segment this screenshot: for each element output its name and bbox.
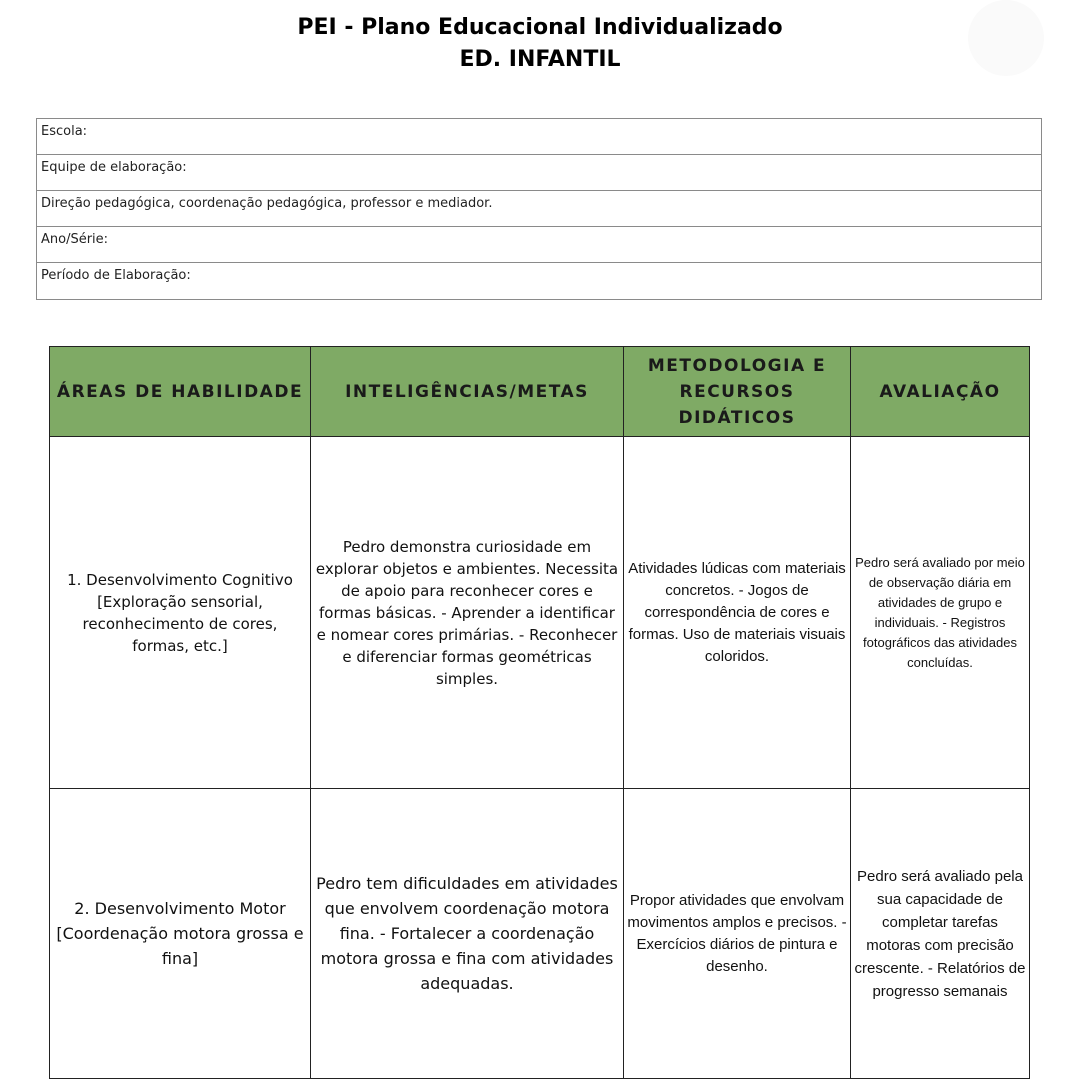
cell-metodologia: Atividades lúdicas com materiais concretos. - Jogos de correspondência de cores e formas. Uso de materiais visuais coloridos.: [624, 437, 851, 789]
header-metas: INTELIGÊNCIAS/METAS: [311, 347, 624, 437]
info-row-equipe-membros: Direção pedagógica, coordenação pedagógica, professor e mediador.: [37, 191, 1041, 227]
document-subtitle: ED. INFANTIL: [459, 47, 621, 72]
cell-metas: Pedro demonstra curiosidade em explorar objetos e ambientes. Necessita de apoio para reconhecer cores e formas básicas. - Aprender a identificar e nomear cores primárias. - Reconhecer e diferenciar formas geométricas simples.: [311, 437, 624, 789]
info-row-periodo: Período de Elaboração:: [41, 268, 191, 283]
cell-area: 1. Desenvolvimento Cognitivo [Exploração sensorial, reconhecimento de cores, formas, etc.]: [50, 437, 311, 789]
table-row: [50, 437, 1030, 789]
info-row-equipe: Equipe de elaboração:: [37, 155, 1041, 191]
plan-header-row: [50, 347, 1030, 437]
cell-metas: Pedro tem dificuldades em atividades que envolvem coordenação motora fina. - Fortalecer a coordenação motora grossa e fina com atividades adequadas.: [311, 789, 624, 1079]
table-row: [50, 789, 1030, 1079]
cell-metodologia: Propor atividades que envolvam movimentos amplos e precisos. - Exercícios diários de pintura e desenho.: [624, 789, 851, 1079]
header-areas: ÁREAS DE HABILIDADE: [50, 347, 311, 437]
plan-table: [49, 346, 1030, 1079]
info-table: [36, 118, 1042, 300]
cell-area: 2. Desenvolvimento Motor [Coordenação motora grossa e fina]: [50, 789, 311, 1079]
header-avaliacao: AVALIAÇÃO: [851, 347, 1030, 437]
cell-avaliacao: Pedro será avaliado pela sua capacidade de completar tarefas motoras com precisão crescente. - Relatórios de progresso semanais: [851, 789, 1030, 1079]
info-row-escola: Escola:: [37, 119, 1041, 155]
info-row-ano-serie: Ano/Série:: [37, 227, 1041, 263]
document-title: PEI - Plano Educacional Individualizado: [297, 15, 783, 40]
header-metodologia: METODOLOGIA E RECURSOS DIDÁTICOS: [624, 347, 851, 437]
cell-avaliacao: Pedro será avaliado por meio de observação diária em atividades de grupo e individuais. - Registros fotográficos das atividades concluídas.: [851, 437, 1030, 789]
page-title: [0, 12, 1080, 76]
